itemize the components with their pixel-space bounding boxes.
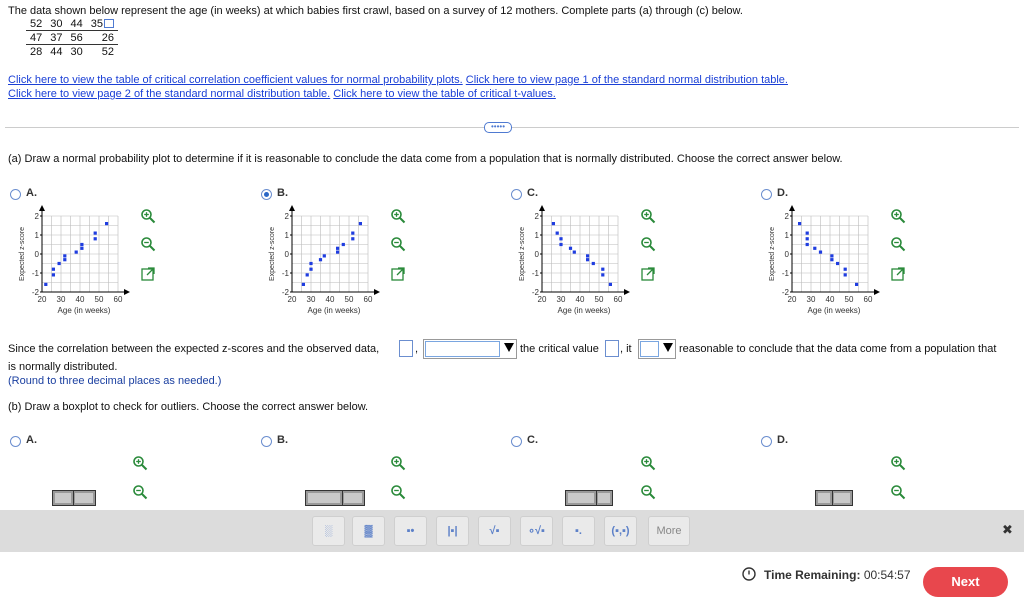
table-cell: 26 (87, 31, 118, 45)
y-tick-label: 0 (284, 250, 289, 259)
data-point (75, 251, 78, 254)
x-tick-label: 50 (94, 295, 104, 304)
part-b-question: (b) Draw a boxplot to check for outliers. Choose the correct answer below. (8, 401, 369, 413)
boxplot-c (565, 490, 613, 506)
data-table (26, 17, 118, 58)
data-point (105, 222, 108, 225)
y-tick-label: -1 (281, 269, 289, 278)
time-value: 00:54:57 (863, 568, 911, 582)
y-tick-label: 1 (534, 231, 539, 240)
zoom-out-icon[interactable] (390, 236, 406, 252)
data-point (309, 262, 312, 265)
data-point (601, 273, 604, 276)
table-cell: 52 (30, 17, 43, 30)
y-tick-label: 0 (534, 250, 539, 259)
y-tick-label: 1 (784, 231, 789, 240)
reasonable-select[interactable] (638, 339, 676, 359)
y-tick-label: 0 (784, 250, 789, 259)
x-axis-arrow (374, 289, 380, 295)
y-axis-label: Expected z-score (269, 226, 276, 282)
zoom-in-icon[interactable] (640, 208, 656, 224)
part-a-option-d-label: D. (777, 187, 788, 199)
probability-plot-c (514, 200, 644, 320)
data-point (351, 237, 354, 240)
data-point (806, 232, 809, 235)
close-icon[interactable]: ✖ (1002, 522, 1013, 537)
x-tick-label: 20 (787, 295, 797, 304)
x-axis-arrow (874, 289, 880, 295)
y-tick-label: -1 (531, 269, 539, 278)
x-tick-label: 30 (556, 295, 566, 304)
y-axis-label: Expected z-score (519, 226, 526, 282)
data-point (586, 258, 589, 261)
data-point (351, 232, 354, 235)
y-axis-arrow (289, 205, 295, 211)
part-b-radio-d[interactable] (761, 436, 772, 447)
data-point (559, 237, 562, 240)
fraction-button[interactable]: ░ (312, 516, 345, 546)
part-a-option-c-label: C. (527, 187, 538, 199)
zoom-in-icon[interactable] (890, 208, 906, 224)
data-point (80, 247, 83, 250)
y-axis-label: Expected z-score (769, 226, 776, 282)
table-cell: 52 (101, 45, 114, 58)
y-axis-label: Expected z-score (19, 226, 26, 282)
data-point (306, 273, 309, 276)
math-toolbar (0, 510, 1024, 552)
table-cell: 30 (50, 17, 63, 30)
y-tick-label: 1 (284, 231, 289, 240)
zoom-out-icon[interactable] (640, 484, 656, 500)
data-point (323, 254, 326, 257)
data-point (569, 247, 572, 250)
popout-icon[interactable] (890, 266, 906, 282)
y-tick-label: 2 (534, 212, 539, 221)
table-cell: 56 (67, 31, 87, 45)
part-b-option-d-label: D. (777, 434, 788, 446)
copy-data-icon[interactable] (104, 19, 114, 28)
x-tick-label: 40 (575, 295, 585, 304)
clock-icon (742, 567, 756, 584)
table-cell: 30 (70, 45, 83, 58)
part-b-option-b-label: B. (277, 434, 288, 446)
x-tick-label: 60 (113, 295, 123, 304)
time-label: Time Remaining: (764, 568, 861, 582)
popout-icon[interactable] (390, 266, 406, 282)
answer-sentence-part1: Since the correlation between the expected z-scores and the observed data, (8, 343, 380, 355)
data-point (302, 283, 305, 286)
table-cell: 44 (50, 45, 63, 58)
mixed-number-button[interactable]: ▓ (352, 516, 385, 546)
x-tick-label: 30 (306, 295, 316, 304)
comma-text: , (415, 343, 419, 355)
data-point (601, 268, 604, 271)
y-tick-label: -2 (281, 288, 289, 297)
table-cell: 28 (30, 45, 43, 58)
data-point (63, 254, 66, 257)
x-tick-label: 40 (825, 295, 835, 304)
y-tick-label: -1 (781, 269, 789, 278)
x-tick-label: 30 (56, 295, 66, 304)
y-tick-label: -2 (31, 288, 39, 297)
part-b-option-c-label: C. (527, 434, 538, 446)
data-point (359, 222, 362, 225)
nth-root-button[interactable]: ∘√▪ (520, 516, 553, 546)
data-point (609, 283, 612, 286)
y-axis-arrow (39, 205, 45, 211)
data-point (559, 243, 562, 246)
table-cell: 35 (87, 17, 118, 31)
table-cell: 47 (26, 31, 46, 45)
time-remaining (764, 568, 911, 582)
boxplot-d (815, 490, 853, 506)
x-tick-label: 60 (363, 295, 373, 304)
y-tick-label: 1 (34, 231, 39, 240)
part-b-radio-a[interactable] (10, 436, 21, 447)
zoom-in-icon[interactable] (390, 208, 406, 224)
x-tick-label: 50 (594, 295, 604, 304)
x-axis-arrow (624, 289, 630, 295)
table-cell: 37 (46, 31, 66, 45)
y-tick-label: -2 (531, 288, 539, 297)
part-a-option-a-label: A. (26, 187, 37, 199)
answer-sentence-part4: reasonable to conclude that the data come from a population that (679, 343, 997, 355)
answer-sentence-line2: is normally distributed. (8, 361, 118, 373)
problem-intro: The data shown below represent the age (in weeks) at which babies first crawl, based on a survey of 12 mothers. Complete parts (a) through (c) below. (8, 5, 743, 17)
zoom-out-icon[interactable] (390, 484, 406, 500)
data-point (58, 262, 61, 265)
zoom-out-icon[interactable] (140, 236, 156, 252)
chevron-down-icon (663, 343, 673, 352)
data-point (342, 243, 345, 246)
critical-value-input[interactable] (605, 340, 619, 357)
x-axis-arrow (124, 289, 130, 295)
boxplot-a (52, 490, 96, 506)
x-tick-label: 60 (613, 295, 623, 304)
part-a-radio-c[interactable] (511, 189, 522, 200)
data-point (855, 283, 858, 286)
data-point (798, 222, 801, 225)
answer-sentence-part3: , it (620, 343, 632, 355)
expand-more-button[interactable]: ••••• (484, 122, 512, 133)
chevron-down-icon (504, 343, 514, 352)
zoom-in-icon[interactable] (132, 455, 148, 471)
zoom-in-icon[interactable] (890, 455, 906, 471)
popout-icon[interactable] (640, 266, 656, 282)
zoom-out-icon[interactable] (890, 236, 906, 252)
footer-bar (0, 552, 1024, 612)
data-point (319, 258, 322, 261)
part-a-option-b-label: B. (277, 187, 288, 199)
data-point (836, 262, 839, 265)
absolute-value-button[interactable]: |▪| (436, 516, 469, 546)
x-axis-label: Age (in weeks) (57, 306, 111, 315)
correlation-input[interactable] (399, 340, 413, 357)
probability-plot-b (264, 200, 394, 320)
data-point (844, 268, 847, 271)
y-tick-label: 2 (284, 212, 289, 221)
zoom-in-icon[interactable] (140, 208, 156, 224)
data-point (63, 258, 66, 261)
data-point (586, 254, 589, 257)
data-point (806, 243, 809, 246)
ordered-pair-button[interactable]: (▪,▪) (604, 516, 637, 546)
data-point (830, 258, 833, 261)
data-point (94, 237, 97, 240)
y-tick-label: 0 (34, 250, 39, 259)
part-a-radio-b[interactable] (261, 189, 272, 200)
data-point (592, 262, 595, 265)
y-tick-label: 2 (784, 212, 789, 221)
probability-plot-a (14, 200, 144, 320)
exponent-button[interactable]: ▪• (394, 516, 427, 546)
normal-table-page1-link[interactable]: Click here to view page 1 of the standard normal distribution table. (465, 74, 788, 86)
part-a-radio-d[interactable] (761, 189, 772, 200)
decimal-button[interactable]: ▪. (562, 516, 595, 546)
x-tick-label: 50 (344, 295, 354, 304)
normal-table-page2-link[interactable]: Click here to view page 2 of the standard normal distribution table. (8, 88, 331, 100)
x-tick-label: 20 (537, 295, 547, 304)
x-tick-label: 30 (806, 295, 816, 304)
part-a-question: (a) Draw a normal probability plot to determine if it is reasonable to conclude the data come from a population that is normally distributed. Choose the correct answer below. (8, 153, 843, 165)
round-note: (Round to three decimal places as needed.) (8, 375, 222, 387)
y-tick-label: -1 (31, 269, 39, 278)
data-point (309, 268, 312, 271)
data-point (813, 247, 816, 250)
x-tick-label: 20 (287, 295, 297, 304)
x-tick-label: 20 (37, 295, 47, 304)
y-tick-label: -2 (781, 288, 789, 297)
more-button[interactable]: More (648, 516, 690, 546)
next-button[interactable]: Next (923, 567, 1008, 597)
zoom-in-icon[interactable] (640, 455, 656, 471)
part-b-option-a-label: A. (26, 434, 37, 446)
square-root-button[interactable]: √▪ (478, 516, 511, 546)
x-axis-label: Age (in weeks) (307, 306, 361, 315)
part-b-radio-c[interactable] (511, 436, 522, 447)
data-point (336, 247, 339, 250)
section-divider (5, 127, 1019, 128)
answer-sentence-part2: the critical value (520, 343, 599, 355)
y-tick-label: 2 (34, 212, 39, 221)
boxplot-b (305, 490, 365, 506)
x-axis-label: Age (in weeks) (557, 306, 611, 315)
zoom-out-icon[interactable] (890, 484, 906, 500)
data-point (844, 273, 847, 276)
data-point (80, 243, 83, 246)
data-point (552, 222, 555, 225)
x-tick-label: 40 (75, 295, 85, 304)
x-axis-label: Age (in weeks) (807, 306, 861, 315)
zoom-out-icon[interactable] (132, 484, 148, 500)
data-point (819, 251, 822, 254)
part-b-radio-b[interactable] (261, 436, 272, 447)
critical-correlation-link[interactable]: Click here to view the table of critical correlation coefficient values for normal probability plots. (8, 74, 463, 86)
zoom-in-icon[interactable] (390, 455, 406, 471)
data-point (830, 254, 833, 257)
part-a-radio-a[interactable] (10, 189, 21, 200)
x-tick-label: 60 (863, 295, 873, 304)
data-point (44, 283, 47, 286)
x-tick-label: 50 (844, 295, 854, 304)
data-point (556, 232, 559, 235)
data-point (806, 237, 809, 240)
critical-t-link[interactable]: Click here to view the table of critical t-values. (333, 88, 556, 100)
table-cell: 44 (70, 17, 83, 30)
y-axis-arrow (539, 205, 545, 211)
data-point (52, 268, 55, 271)
probability-plot-d (764, 200, 894, 320)
y-axis-arrow (789, 205, 795, 211)
zoom-out-icon[interactable] (640, 236, 656, 252)
comparison-select[interactable] (423, 339, 517, 359)
data-point (94, 232, 97, 235)
data-point (336, 251, 339, 254)
popout-icon[interactable] (140, 266, 156, 282)
x-tick-label: 40 (325, 295, 335, 304)
data-point (573, 251, 576, 254)
data-point (52, 273, 55, 276)
